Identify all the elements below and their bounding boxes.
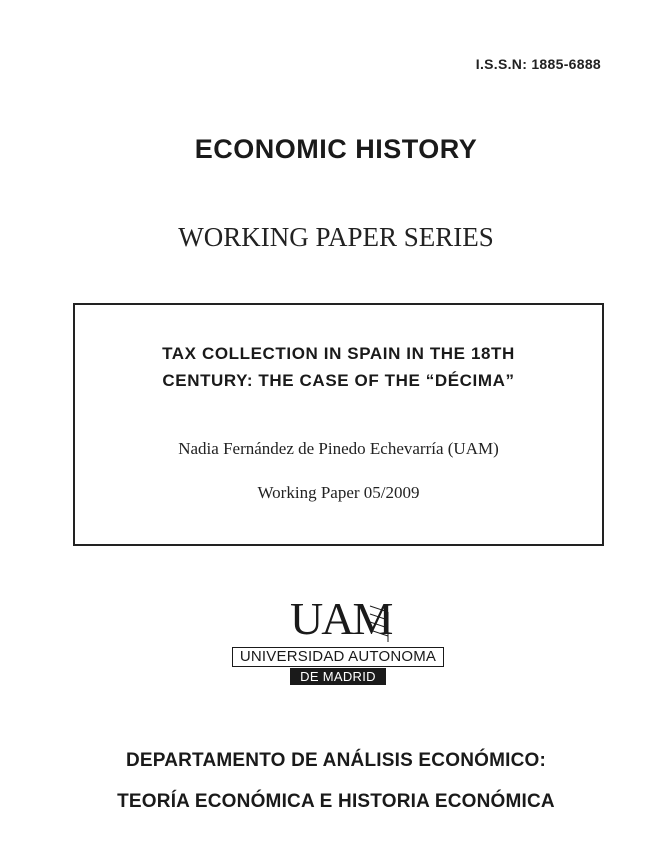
department-line-2: TEORÍA ECONÓMICA E HISTORIA ECONÓMICA <box>117 791 555 812</box>
logo-mark-text: UAM <box>290 593 392 644</box>
logo-city-name: DE MADRID <box>290 668 386 685</box>
paper-author: Nadia Fernández de Pinedo Echevarría (UAM) <box>178 439 499 458</box>
series-subtitle: WORKING PAPER SERIES <box>178 222 494 252</box>
paper-title <box>75 340 602 394</box>
university-logo <box>232 593 446 688</box>
paper-title-line-1: TAX COLLECTION IN SPAIN IN THE 18TH <box>162 344 515 363</box>
logo-university-name: UNIVERSIDAD AUTONOMA <box>232 647 444 667</box>
paper-number: Working Paper 05/2009 <box>257 483 420 502</box>
issn-number: I.S.S.N: 1885-6888 <box>475 56 601 72</box>
paper-info-box <box>73 303 604 546</box>
logo-mark <box>290 593 392 644</box>
paper-title-line-2: CENTURY: THE CASE OF THE “DÉCIMA” <box>162 371 515 390</box>
department-line-1: DEPARTAMENTO DE ANÁLISIS ECONÓMICO: <box>125 750 547 771</box>
series-title: ECONOMIC HISTORY <box>194 134 478 164</box>
